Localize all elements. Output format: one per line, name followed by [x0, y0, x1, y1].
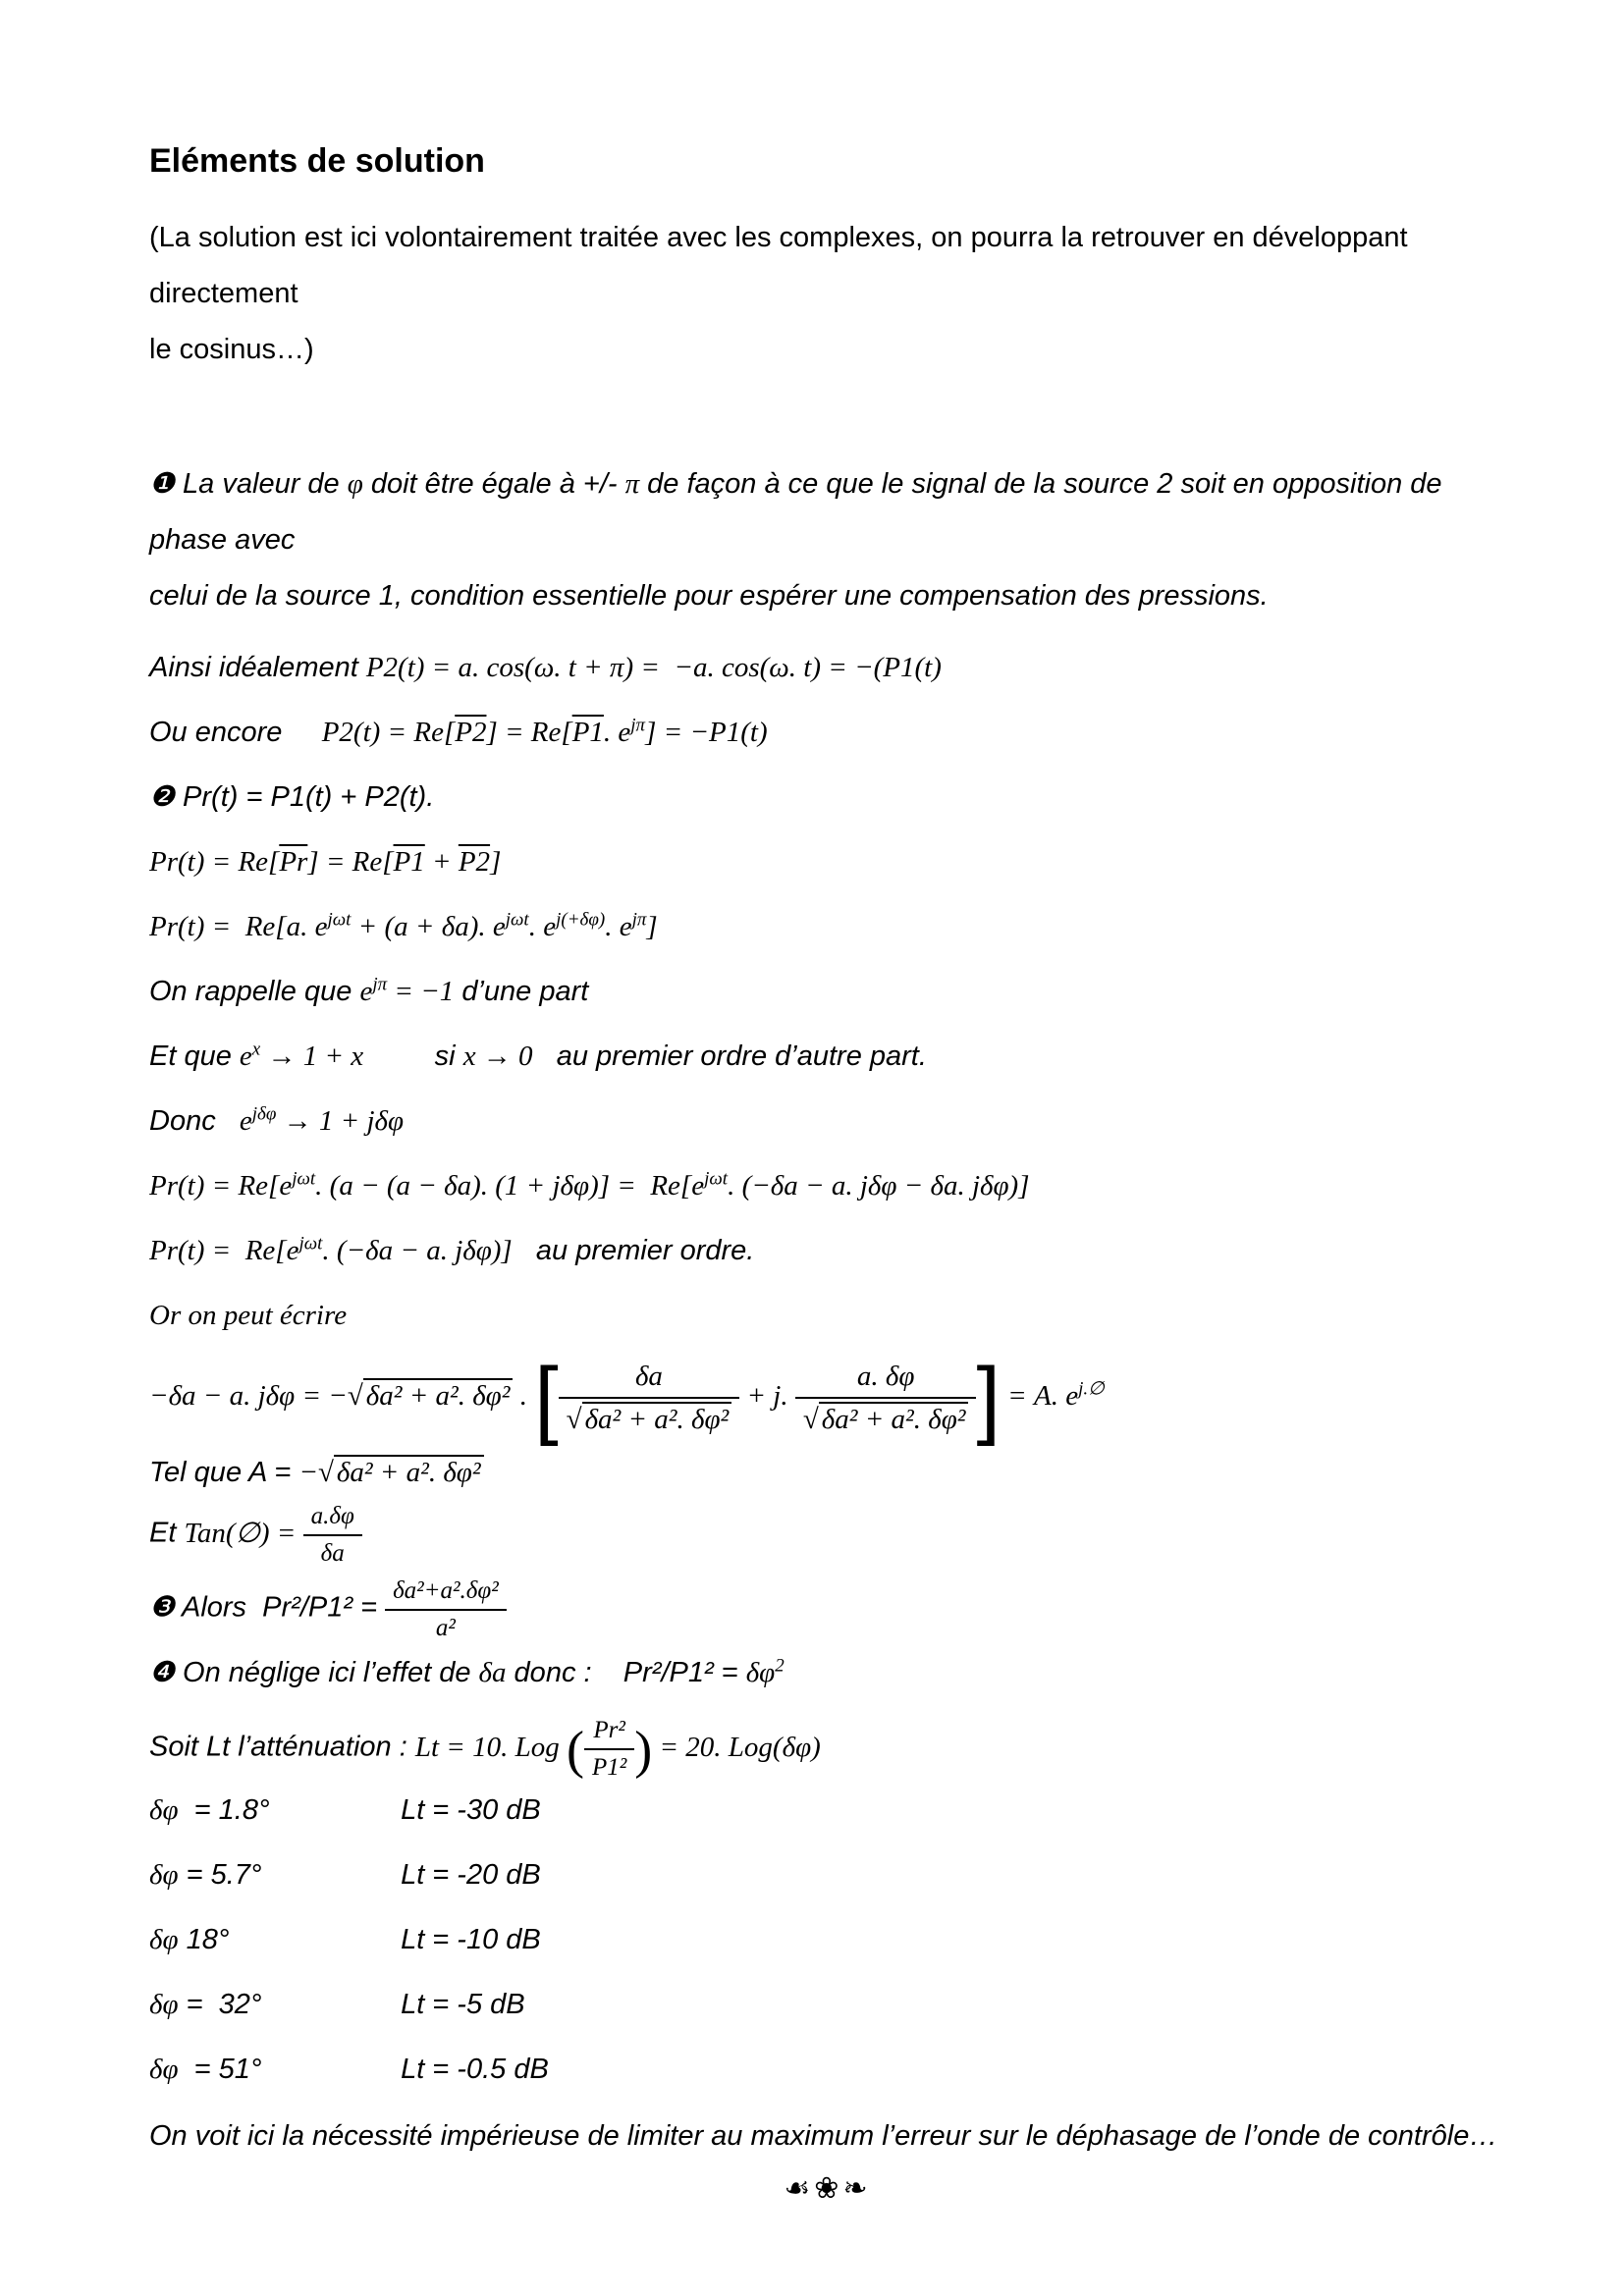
intro-paragraph: (La solution est ici volontairement traitée avec les complexes, on pourra la retrouver en développant directement le cosinus…): [149, 222, 1408, 365]
cell-attenuation: Lt = -5 dB: [401, 1989, 525, 2020]
formula-tangent-phase: Et Tan(∅) = $\frac{a.\delta\varphi}{\delta a}$: [149, 1502, 1506, 1569]
formula-complex-modulus: −δa − a. jδφ = −√ δa² + a². δφ² . [ $\frac{\delta a}{\text{√ δa² + a². δφ²}}$ + j. $\frac{a. \delta\varphi}{\text{√ δa² + a². δφ²}}$ ] = A. $e^{j.\emptyset}$: [149, 1349, 1105, 1446]
formula-pr-real-sum: $Pr(t) = Re[\overline{Pr}] = Re[P1 + P2]$: [149, 846, 502, 878]
text-or-on-peut-ecrire: Or on peut écrire: [149, 1300, 348, 1331]
cell-phase-error: δφ = 1.8°: [149, 1794, 270, 1826]
cell-phase-error: δφ = 5.7°: [149, 1859, 262, 1891]
step4-neglect-da: ❹ On néglige ici l’effet de δa donc : $Pr^2/P1^2 = \delta\varphi^2$: [149, 1655, 785, 1688]
formula-ou-encore: Ou encore P2(t) = Re[P2] = Re[P1. $e^{j\pi}] = -P1(t)$: [149, 715, 768, 748]
cell-attenuation: Lt = -10 dB: [401, 1924, 541, 1955]
formula-pr-first-order-full: $Pr(t) = Re[e^{j\omega t}$. (a − (a − δa). $(1 + j\delta\varphi)] = Re[e^{j\omega t}$. (−δa − a. jδφ − δa. jδφ)]: [149, 1168, 1030, 1201]
table-row: [149, 1855, 1506, 1895]
table-row: [149, 1790, 1506, 1830]
phase-attenuation-table: [149, 1790, 1506, 2089]
note-euler-identity: On rappelle que $e^{j\pi} = -1$ d’une part: [149, 974, 589, 1007]
note-first-order-expansion: Et que $e^x \to 1 + x$ si x → 0 au premier ordre d’autre part.: [149, 1039, 927, 1072]
floral-ornament-icon: ☙❀❧: [784, 2172, 872, 2205]
cell-attenuation: Lt = -0.5 dB: [401, 2054, 549, 2085]
formula-ainsi-idealement: Ainsi idéalement P2(t) = a. cos(ω. t + π) = −a. cos(ω. t) = −(P1(t): [149, 652, 942, 683]
formula-tel-que-amplitude: Tel que A = −√ δa² + a². δφ²: [149, 1451, 1506, 1494]
cell-attenuation: Lt = -20 dB: [401, 1859, 541, 1891]
step2-statement: ❷ Pr(t) = P1(t) + P2(t).: [149, 781, 435, 813]
conclusion-paragraph: On voit ici la nécessité impérieuse de limiter au maximum l’erreur sur le déphasage de l’onde de contrôle…: [149, 2120, 1498, 2152]
table-row: [149, 1920, 1506, 1959]
formula-attenuation: Soit Lt l’atténuation : Lt = 10. Log ( $\frac{\text{Pr²}}{\text{P1²}}$ ) = 20. Log(δφ): [149, 1717, 821, 1781]
formula-pr-expanded: Pr(t) = Re[a. $e^{j\omega t} + (a + \delta a)$. $e^{j\omega t}$. $e^{j(+\delta\varphi)}$. $e^{j\pi}$]: [149, 909, 658, 942]
table-row: [149, 2050, 1506, 2089]
formula-pr-first-order: $Pr(t) = Re[e^{j\omega t}$. (−δa − a. jδφ)] au premier ordre.: [149, 1233, 755, 1266]
cell-attenuation: Lt = -30 dB: [401, 1794, 541, 1826]
cell-phase-error: δφ 18°: [149, 1924, 230, 1955]
cell-phase-error: δφ = 51°: [149, 2054, 262, 2085]
page-title: Eléments de solution: [149, 142, 485, 180]
step3-ratio-formula: ❸ Alors Pr²/P1² = $\frac{\text{δa²+a².δφ²}}{\text{a²}}$: [149, 1576, 1506, 1643]
cell-phase-error: δφ = 32°: [149, 1989, 262, 2020]
step1-paragraph: ❶ La valeur de φ doit être égale à +/- π de façon à ce que le signal de la source 2 soit en opposition de phase avec celui de la source 1, condition essentielle pour espérer une compensation des pressions.: [149, 468, 1442, 612]
table-row: [149, 1985, 1506, 2024]
formula-donc-approx: Donc $e^{j\delta\varphi} \to 1 + j\delta\varphi$: [149, 1103, 405, 1137]
